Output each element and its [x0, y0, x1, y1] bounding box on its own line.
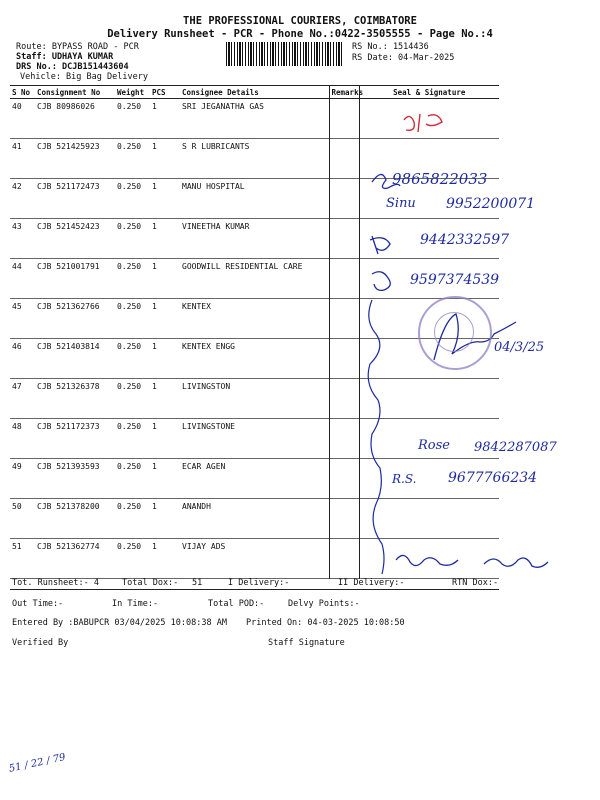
- cell-cno: CJB 521403814: [37, 342, 100, 351]
- total-dox-label: Total Dox:-: [122, 578, 179, 588]
- cell-pcs: 1: [152, 222, 157, 231]
- route-label: Route: BYPASS ROAD - PCR: [16, 42, 139, 52]
- col-weight: Weight: [115, 86, 150, 99]
- cell-consignee: VINEETHA KUMAR: [182, 222, 250, 231]
- cell-weight: 0.250: [117, 182, 142, 191]
- cell-weight: 0.250: [117, 262, 142, 271]
- out-time: Out Time:-: [12, 599, 64, 609]
- signature-scribble-45: [372, 272, 390, 291]
- cell-pcs: 1: [152, 102, 157, 111]
- cell-sno: 40: [12, 102, 22, 111]
- cell-sno: 43: [12, 222, 22, 231]
- rs-date: RS Date: 04-Mar-2025: [352, 53, 455, 63]
- red-initials-mark: [404, 114, 442, 132]
- cell-weight: 0.250: [117, 462, 142, 471]
- cell-cno: CJB 521001791: [37, 262, 100, 271]
- cell-sno: 44: [12, 262, 22, 271]
- cell-pcs: 1: [152, 342, 157, 351]
- cell-consignee: KENTEX ENGG: [182, 342, 235, 351]
- cell-cno: CJB 521362774: [37, 542, 100, 551]
- cell-weight: 0.250: [117, 542, 142, 551]
- printed-on: Printed On: 04-03-2025 10:08:50: [246, 618, 405, 628]
- cell-pcs: 1: [152, 422, 157, 431]
- col-consignment: Consignment No: [35, 86, 115, 99]
- footer-divider: [10, 589, 499, 590]
- signature-scribble-44: [370, 236, 390, 254]
- cell-weight: 0.250: [117, 302, 142, 311]
- vehicle-label: Vehicle: Big Bag Delivery: [20, 72, 148, 82]
- cell-weight: 0.250: [117, 342, 142, 351]
- long-bracket-line: [368, 300, 384, 574]
- cell-pcs: 1: [152, 142, 157, 151]
- handwritten-name-rose: Rose: [418, 438, 450, 453]
- tot-runsheet: Tot. Runsheet:- 4: [12, 578, 99, 588]
- cell-pcs: 1: [152, 502, 157, 511]
- cell-sno: 41: [12, 142, 22, 151]
- cell-sno: 48: [12, 422, 22, 431]
- cell-sno: 49: [12, 462, 22, 471]
- cell-weight: 0.250: [117, 382, 142, 391]
- company-title: THE PROFESSIONAL COURIERS, COIMBATORE: [183, 15, 417, 27]
- cell-cno: CJB 521452423: [37, 222, 100, 231]
- staff-label: Staff: UDHAYA KUMAR: [16, 52, 114, 62]
- drs-number: DRS No.: DCJB151443604: [16, 62, 129, 72]
- cell-consignee: SRI JEGANATHA GAS: [182, 102, 264, 111]
- cell-consignee: ANANDH: [182, 502, 211, 511]
- cell-cno: CJB 521378200: [37, 502, 100, 511]
- cell-sno: 50: [12, 502, 22, 511]
- total-dox-value: 51: [192, 578, 203, 588]
- handwritten-phone-44: 9442332597: [420, 232, 510, 248]
- handwritten-phone-43: 9952200071: [446, 196, 536, 212]
- entered-by: Entered By :BABUPCR 03/04/2025 10:08:38 AM: [12, 618, 227, 628]
- cell-pcs: 1: [152, 302, 157, 311]
- cell-cno: CJB 521172373: [37, 422, 100, 431]
- staff-signature: Staff Signature: [268, 638, 345, 648]
- bottom-signature-strokes: [396, 555, 548, 567]
- cell-sno: 46: [12, 342, 22, 351]
- cell-cno: CJB 521362766: [37, 302, 100, 311]
- cell-sno: 47: [12, 382, 22, 391]
- handwritten-phone-42: 9865822033: [392, 170, 488, 188]
- cell-sno: 42: [12, 182, 22, 191]
- handwritten-phone-45: 9597374539: [410, 272, 500, 288]
- verified-by: Verified By: [12, 638, 69, 648]
- cell-consignee: MANU HOSPITAL: [182, 182, 245, 191]
- col-pcs: PCS: [150, 86, 180, 99]
- cell-cno: CJB 521172473: [37, 182, 100, 191]
- delvy-points: Delvy Points:-: [288, 599, 360, 609]
- handwritten-name-sinu: Sinu: [386, 196, 416, 211]
- handwritten-phone-rs: 9677766234: [448, 470, 538, 486]
- handwritten-phone-rose: 9842287087: [474, 440, 557, 455]
- handwritten-date: 04/3/25: [494, 340, 545, 355]
- i-delivery: I Delivery:-: [228, 578, 290, 588]
- cell-weight: 0.250: [117, 222, 142, 231]
- cell-sno: 51: [12, 542, 22, 551]
- handwritten-margin-note: 51 / 22 / 79: [8, 752, 67, 775]
- cell-consignee: S R LUBRICANTS: [182, 142, 250, 151]
- cell-sno: 45: [12, 302, 22, 311]
- cell-weight: 0.250: [117, 502, 142, 511]
- cell-cno: CJB 521326378: [37, 382, 100, 391]
- cell-consignee: GOODWILL RESIDENTIAL CARE: [182, 262, 303, 271]
- rtn-dox: RTN Dox:-: [452, 578, 499, 588]
- cell-cno: CJB 521393593: [37, 462, 100, 471]
- cell-weight: 0.250: [117, 102, 142, 111]
- cell-consignee: ECAR AGEN: [182, 462, 226, 471]
- runsheet-subtitle: Delivery Runsheet - PCR - Phone No.:0422-3505555 - Page No.:4: [107, 28, 493, 40]
- cell-consignee: LIVINGSTON: [182, 382, 231, 391]
- col-signature: Seal & Signature: [359, 86, 499, 99]
- cell-cno: CJB 521425923: [37, 142, 100, 151]
- rs-number: RS No.: 1514436: [352, 42, 429, 52]
- cell-pcs: 1: [152, 542, 157, 551]
- cell-consignee: KENTEX: [182, 302, 211, 311]
- cell-pcs: 1: [152, 462, 157, 471]
- cell-consignee: LIVINGSTONE: [182, 422, 235, 431]
- cell-cno: CJB 80986026: [37, 102, 95, 111]
- company-seal: [418, 296, 492, 370]
- col-remarks: Remarks: [329, 86, 359, 99]
- handwritten-name-rs: R.S.: [392, 472, 417, 486]
- ii-delivery: II Delivery:-: [338, 578, 405, 588]
- col-sno: S No: [10, 86, 35, 99]
- cell-pcs: 1: [152, 182, 157, 191]
- cell-pcs: 1: [152, 262, 157, 271]
- cell-weight: 0.250: [117, 422, 142, 431]
- total-pod: Total POD:-: [208, 599, 265, 609]
- col-consignee: Consignee Details: [180, 86, 329, 99]
- cell-consignee: VIJAY ADS: [182, 542, 226, 551]
- cell-pcs: 1: [152, 382, 157, 391]
- in-time: In Time:-: [112, 599, 159, 609]
- cell-weight: 0.250: [117, 142, 142, 151]
- company-seal-inner: [434, 312, 474, 352]
